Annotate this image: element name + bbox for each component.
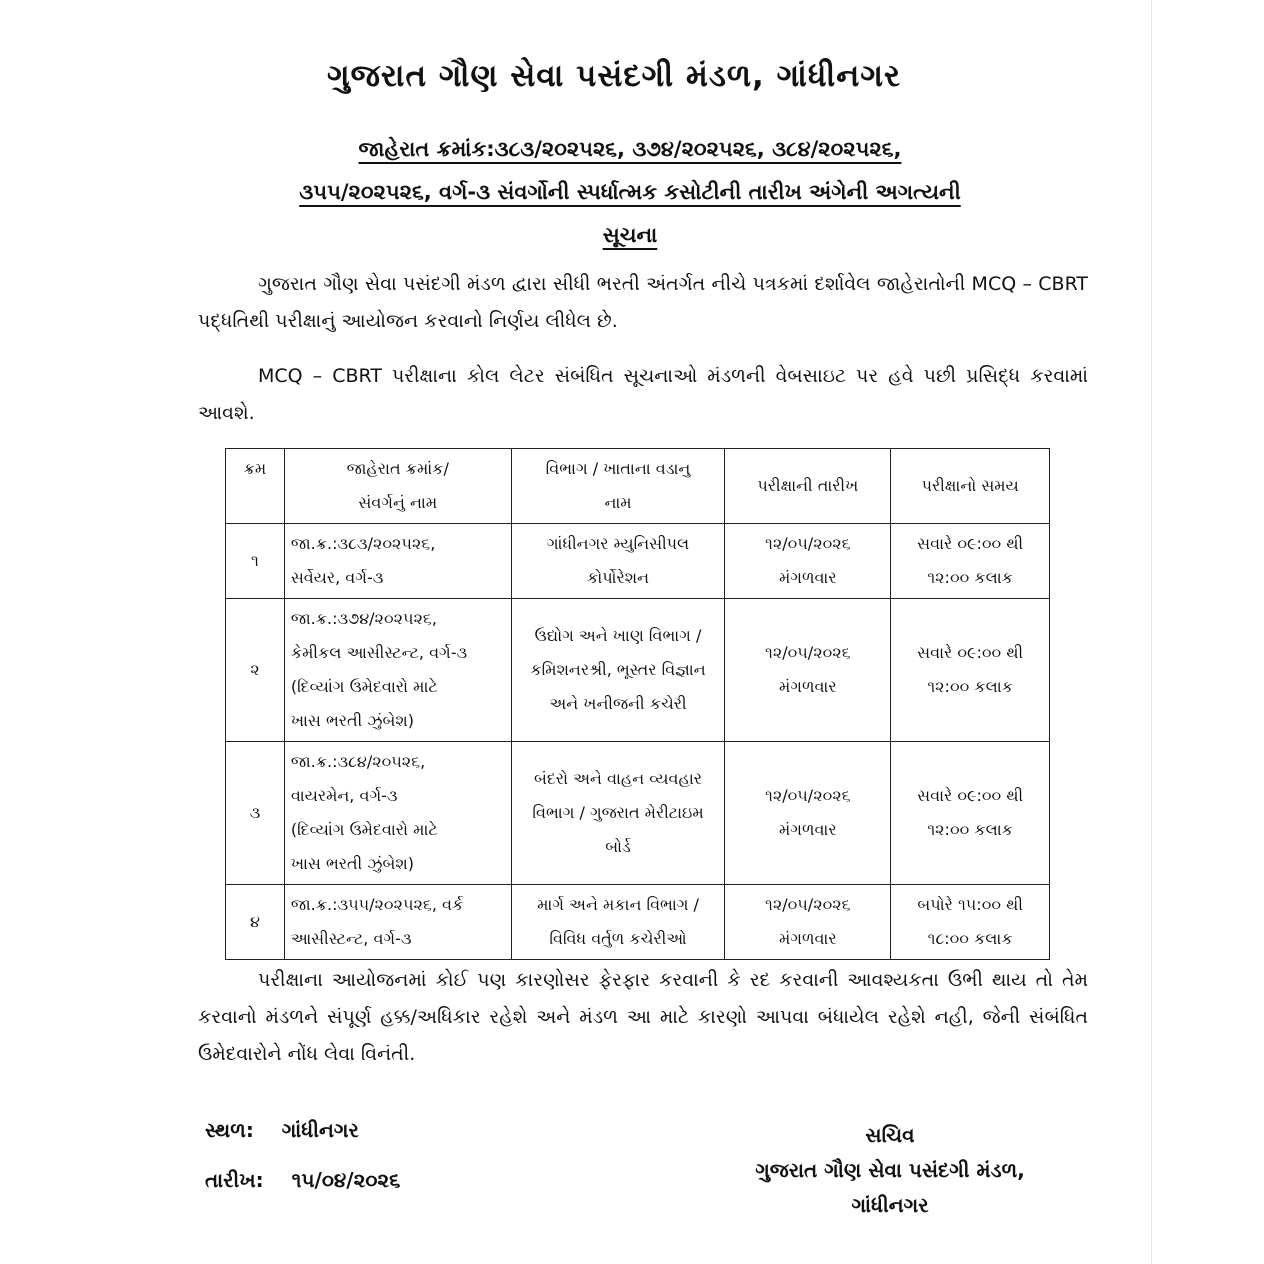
date-value: ૧૫/૦૪/૨૦૨૬ [291, 1168, 401, 1192]
subject-line-3: સૂચના [602, 223, 658, 247]
dept-line: બંદરો અને વાહન વ્યવહાર [533, 769, 703, 788]
table-row [226, 885, 1050, 960]
place-value: ગાંધીનગર [281, 1118, 359, 1142]
exam-day: મંગળવાર [778, 677, 837, 696]
page-edge-line [1151, 0, 1152, 1264]
row-dept [511, 524, 725, 599]
advt-line: (દિવ્યાંગ ઉમેદવારો માટે [290, 677, 438, 696]
advt-line: કેમીકલ આસીસ્ટન્ટ, વર્ગ-૩ [290, 643, 468, 662]
advt-line: જા.ક્ર.:૩૫૫/૨૦૨૫૨૬, વર્ક [290, 895, 464, 914]
advt-line: ખાસ ભરતી ઝુંબેશ) [290, 854, 414, 873]
row-advt [284, 599, 511, 742]
dept-line: વિભાગ / ગુજરાત મેરીટાઇમ [532, 803, 704, 822]
advt-line: જા.ક્ર.:૩૮૩/૨૦૨૫૨૬, [290, 534, 436, 553]
time-from: બપોરે ૧૫:૦૦ થી [917, 895, 1023, 914]
advt-line: સર્વેયર, વર્ગ-૩ [290, 568, 384, 587]
dept-line: અને ખનીજની કચેરી [549, 694, 687, 713]
row-exam-time [891, 599, 1050, 742]
notice-subject [200, 128, 1060, 257]
advt-line: જા.ક્ર.:૩૭૪/૨૦૨૫૨૬, [290, 609, 437, 628]
header-sr-no: ક્રમ [226, 449, 285, 524]
row-dept [511, 742, 725, 885]
row-advt [284, 885, 511, 960]
row-exam-time [891, 742, 1050, 885]
closing-paragraph: પરીક્ષાના આયોજનમાં કોઈ પણ કારણોસર ફેરફાર કરવાની કે રદ કરવાની આવશ્યકતા ઉભી થાય તો તેમ કરવાનો મંડળને સંપૂર્ણ હક્ક/અધિકાર રહેશે અને મંડળ આ માટે કારણો આપવા બંધાયેલ રહેશે નહી, જેની સંબંધિત ઉમેદવારોને નોંધ લેવા વિનંતી. [198, 969, 1088, 1065]
page-title: ગુજરાત ગૌણ સેવા પસંદગી મંડળ, ગાંધીનગર [326, 58, 902, 94]
exam-schedule-table [225, 448, 1050, 960]
dept-line: વિવિધ વર્તુળ કચેરીઓ [549, 929, 687, 948]
time-to: ૧૮:૦૦ કલાક [927, 929, 1013, 948]
subject-line-1: જાહેરાત ક્રમાંક:૩૮૩/૨૦૨૫૨૬, ૩૭૪/૨૦૨૫૨૬, ૩૮૪/૨૦૨૫૨૬, [358, 137, 902, 161]
header-advt-line-1: જાહેરાત ક્રમાંક/ [346, 459, 449, 478]
header-dept-line-1: વિભાગ / ખાતાના વડાનુ [545, 459, 691, 478]
time-to: ૧૨:૦૦ કલાક [927, 820, 1013, 839]
exam-day: મંગળવાર [778, 820, 837, 839]
row-sr-no: ૨ [226, 599, 285, 742]
time-to: ૧૨:૦૦ કલાક [927, 677, 1013, 696]
signatory-city: ગાંધીનગર [851, 1193, 929, 1217]
dept-line: માર્ગ અને મકાન વિભાગ / [537, 895, 699, 914]
row-dept [511, 599, 725, 742]
advt-line: આસીસ્ટન્ટ, વર્ગ-૩ [290, 929, 412, 948]
exam-date: ૧૨/૦૫/૨૦૨૬ [765, 895, 851, 914]
row-sr-no: ૩ [226, 742, 285, 885]
dept-line: કોર્પોરેશન [586, 568, 650, 587]
table-row [226, 524, 1050, 599]
row-dept [511, 885, 725, 960]
advt-line: (દિવ્યાંગ ઉમેદવારો માટે [290, 820, 438, 839]
header-dept-line-2: નામ [604, 493, 632, 512]
header-dept [511, 449, 725, 524]
header-exam-time: પરીક્ષાનો સમય [891, 449, 1050, 524]
row-exam-time [891, 885, 1050, 960]
row-exam-date [725, 599, 891, 742]
row-sr-no: ૧ [226, 524, 285, 599]
row-exam-date [725, 742, 891, 885]
row-advt [284, 742, 511, 885]
row-exam-date [725, 885, 891, 960]
time-from: સવારે ૦૯:૦૦ થી [917, 786, 1024, 805]
exam-date: ૧૨/૦૫/૨૦૨૬ [765, 643, 851, 662]
date-label: તારીખ: [205, 1168, 264, 1192]
subject-line-2: ૩૫૫/૨૦૨૫૨૬, વર્ગ-૩ સંવર્ગોની સ્પર્ધાત્મક કસોટીની તારીખ અંગેની અગત્યની [299, 180, 961, 204]
header-exam-date: પરીક્ષાની તારીખ [725, 449, 891, 524]
table-row [226, 742, 1050, 885]
table-row [226, 599, 1050, 742]
signatory-org: ગુજરાત ગૌણ સેવા પસંદગી મંડળ, [755, 1158, 1025, 1182]
advt-line: ખાસ ભરતી ઝુંબેશ) [290, 711, 414, 730]
intro-paragraph-1: ગુજરાત ગૌણ સેવા પસંદગી મંડળ દ્વારા સીધી ભરતી અંતર્ગત નીચે પત્રકમાં દર્શાવેલ જાહેરાતોની MCQ – CBRT પદ્ધતિથી પરીક્ષાનું આયોજન કરવાનો નિર્ણય લીધેલ છે. [198, 273, 1088, 332]
time-from: સવારે ૦૯:૦૦ થી [917, 643, 1024, 662]
dept-line: ગાંધીનગર મ્યુનિસીપલ [546, 534, 690, 553]
dept-line: કમિશનરશ્રી, ભૂસ્તર વિજ્ઞાન [530, 660, 706, 679]
exam-day: મંગળવાર [778, 929, 837, 948]
time-from: સવારે ૦૯:૦૦ થી [917, 534, 1024, 553]
signatory-title: સચિવ [865, 1123, 915, 1147]
exam-day: મંગળવાર [778, 568, 837, 587]
exam-date: ૧૨/૦૫/૨૦૨૬ [765, 534, 851, 553]
intro-paragraph-2: MCQ – CBRT પરીક્ષાના કોલ લેટર સંબંધિત સૂચનાઓ મંડળની વેબસાઇટ પર હવે પછી પ્રસિદ્ધ કરવામાં આવશે. [198, 365, 1088, 424]
dept-line: બોર્ડ [605, 837, 631, 856]
date-line [205, 1168, 400, 1192]
row-sr-no: ૪ [226, 885, 285, 960]
dept-line: ઉદ્યોગ અને ખાણ વિભાગ / [534, 626, 702, 645]
advt-line: જા.ક્ર.:૩૮૪/૨૦૫૨૬, [290, 752, 426, 771]
row-exam-time [891, 524, 1050, 599]
place-line [205, 1118, 359, 1142]
header-advt [284, 449, 511, 524]
table-header-row [226, 449, 1050, 524]
advt-line: વાયરમેન, વર્ગ-૩ [290, 786, 398, 805]
time-to: ૧૨:૦૦ કલાક [927, 568, 1013, 587]
place-label: સ્થળ: [205, 1118, 254, 1142]
exam-date: ૧૨/૦૫/૨૦૨૬ [765, 786, 851, 805]
header-advt-line-2: સંવર્ગનું નામ [358, 493, 438, 512]
signatory-block [690, 1118, 1090, 1223]
row-advt [284, 524, 511, 599]
row-exam-date [725, 524, 891, 599]
